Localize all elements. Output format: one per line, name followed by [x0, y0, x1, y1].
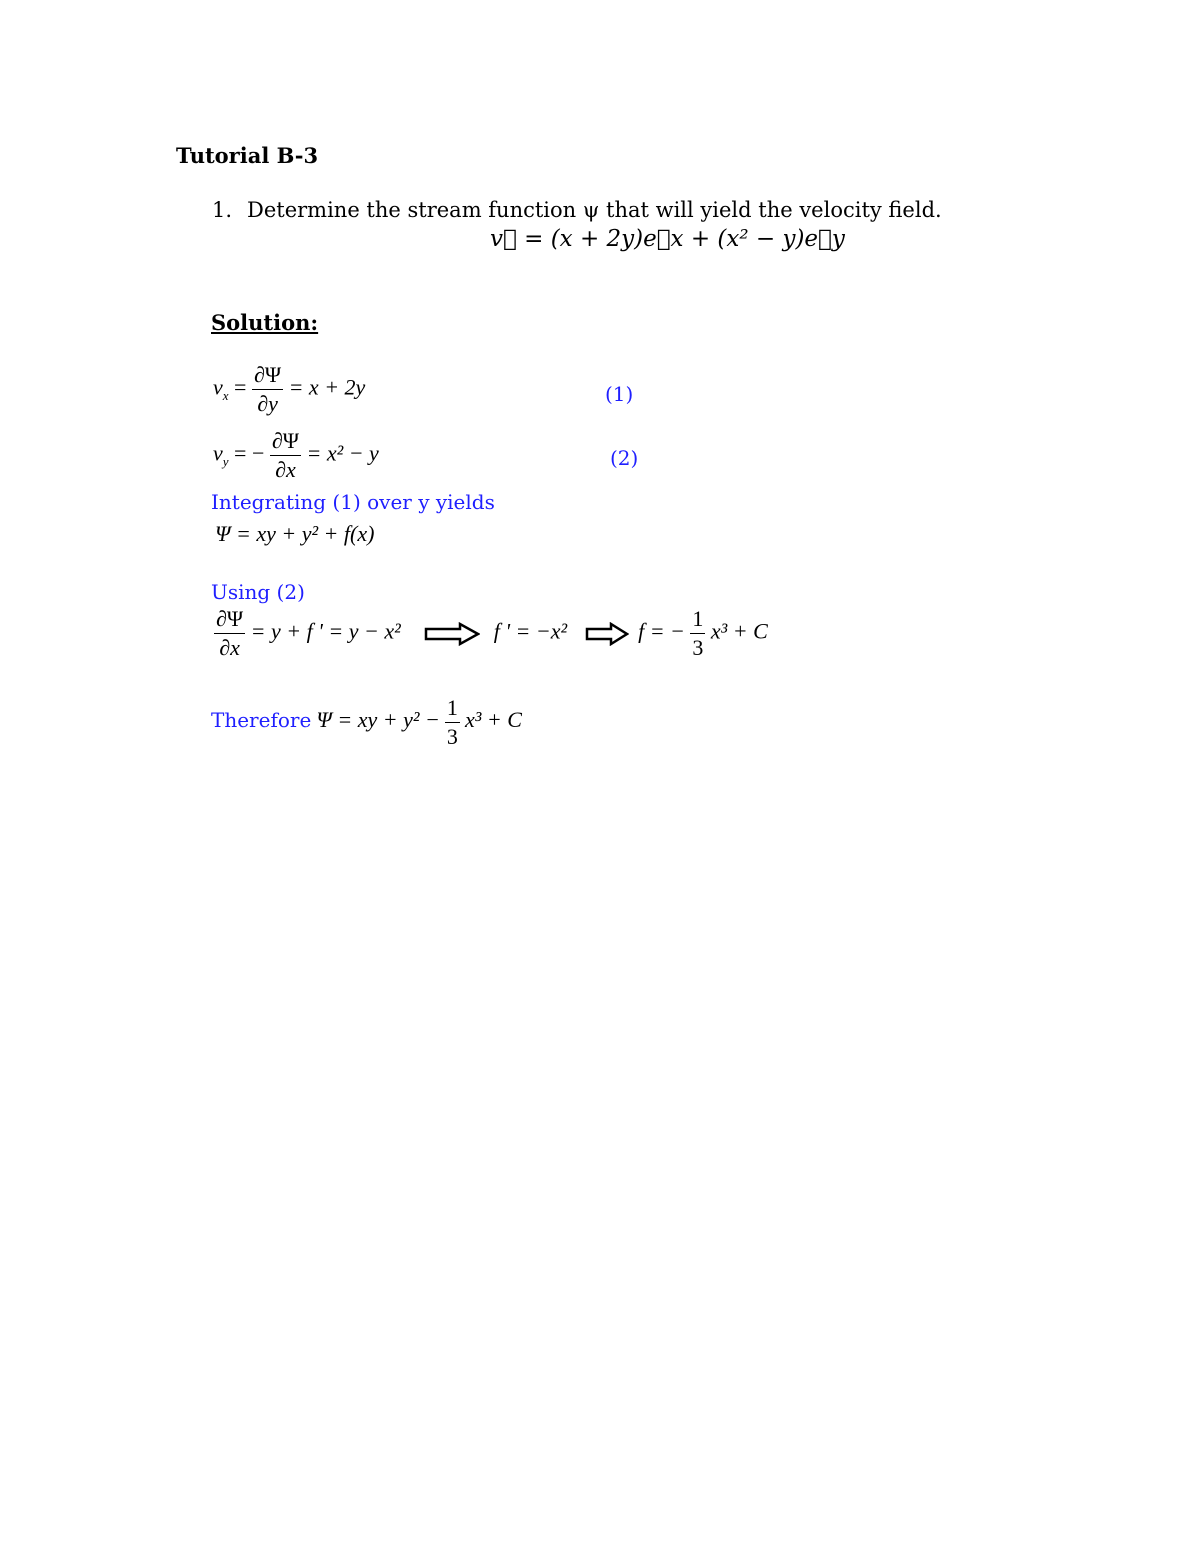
step2-part3-pre: f = − [638, 618, 685, 644]
eq2-fraction [270, 430, 301, 481]
step2-part3-num: 1 [690, 608, 705, 634]
step2-equation [214, 608, 768, 659]
step1-text: Integrating (1) over y yields [211, 490, 495, 514]
eq1-num: ∂Ψ [252, 364, 283, 390]
question-text: Determine the stream function ψ that will yield the velocity field. [247, 198, 942, 222]
question-number: 1. [212, 198, 233, 222]
equation-1: $v_x$ = $\frac{\partial\Psi}{\partial y}$ = x + 2y [213, 362, 366, 416]
eq1-sub: x [222, 387, 229, 403]
eq1-label: (1) [605, 382, 634, 406]
conclusion [211, 697, 522, 748]
eq1-rhs: = x + 2y [288, 374, 366, 400]
question-1 [212, 198, 942, 226]
eq1-den: ∂y [257, 391, 278, 416]
implies-arrow-icon [585, 622, 629, 646]
eq1-lhs: v [213, 374, 223, 400]
eq2-lhs: v [213, 440, 223, 466]
step2-part3-post: x³ + C [710, 618, 768, 644]
conclusion-text: Therefore [211, 708, 312, 732]
equation-2 [213, 430, 379, 481]
step2-part3-fraction [690, 608, 705, 659]
step2-part3-den: 3 [692, 635, 704, 660]
conclusion-pre: Ψ = xy + y² − [316, 707, 440, 732]
step2-den: ∂x [219, 635, 240, 660]
eq2-num: ∂Ψ [270, 430, 301, 456]
conclusion-den: 3 [446, 724, 458, 749]
conclusion-fraction [445, 697, 460, 748]
eq2-prefix: = − [234, 440, 265, 466]
eq2-den: ∂x [275, 457, 296, 482]
step2-num: ∂Ψ [214, 608, 245, 634]
conclusion-num: 1 [445, 697, 460, 723]
eq2-label: (2) [610, 446, 639, 470]
solution-heading: Solution: [211, 310, 319, 335]
step2-fraction [214, 608, 245, 659]
eq1-fraction [252, 364, 283, 415]
step2-part1: = y + f ' = y − x² [250, 618, 401, 644]
page-title: Tutorial B-3 [176, 143, 319, 168]
eq2-rhs: = x² − y [306, 440, 379, 466]
velocity-field-equation: v⃗ = (x + 2y)e⃗x + (x² − y)e⃗y [490, 226, 845, 252]
step2-part2: f ' = −x² [493, 618, 568, 644]
eq2-sub: y [222, 453, 229, 469]
implies-arrow-icon [424, 622, 480, 646]
step1-result: Ψ = xy + y² + f(x) [215, 521, 375, 546]
conclusion-post: x³ + C [464, 707, 522, 732]
step2-text: Using (2) [211, 580, 305, 604]
